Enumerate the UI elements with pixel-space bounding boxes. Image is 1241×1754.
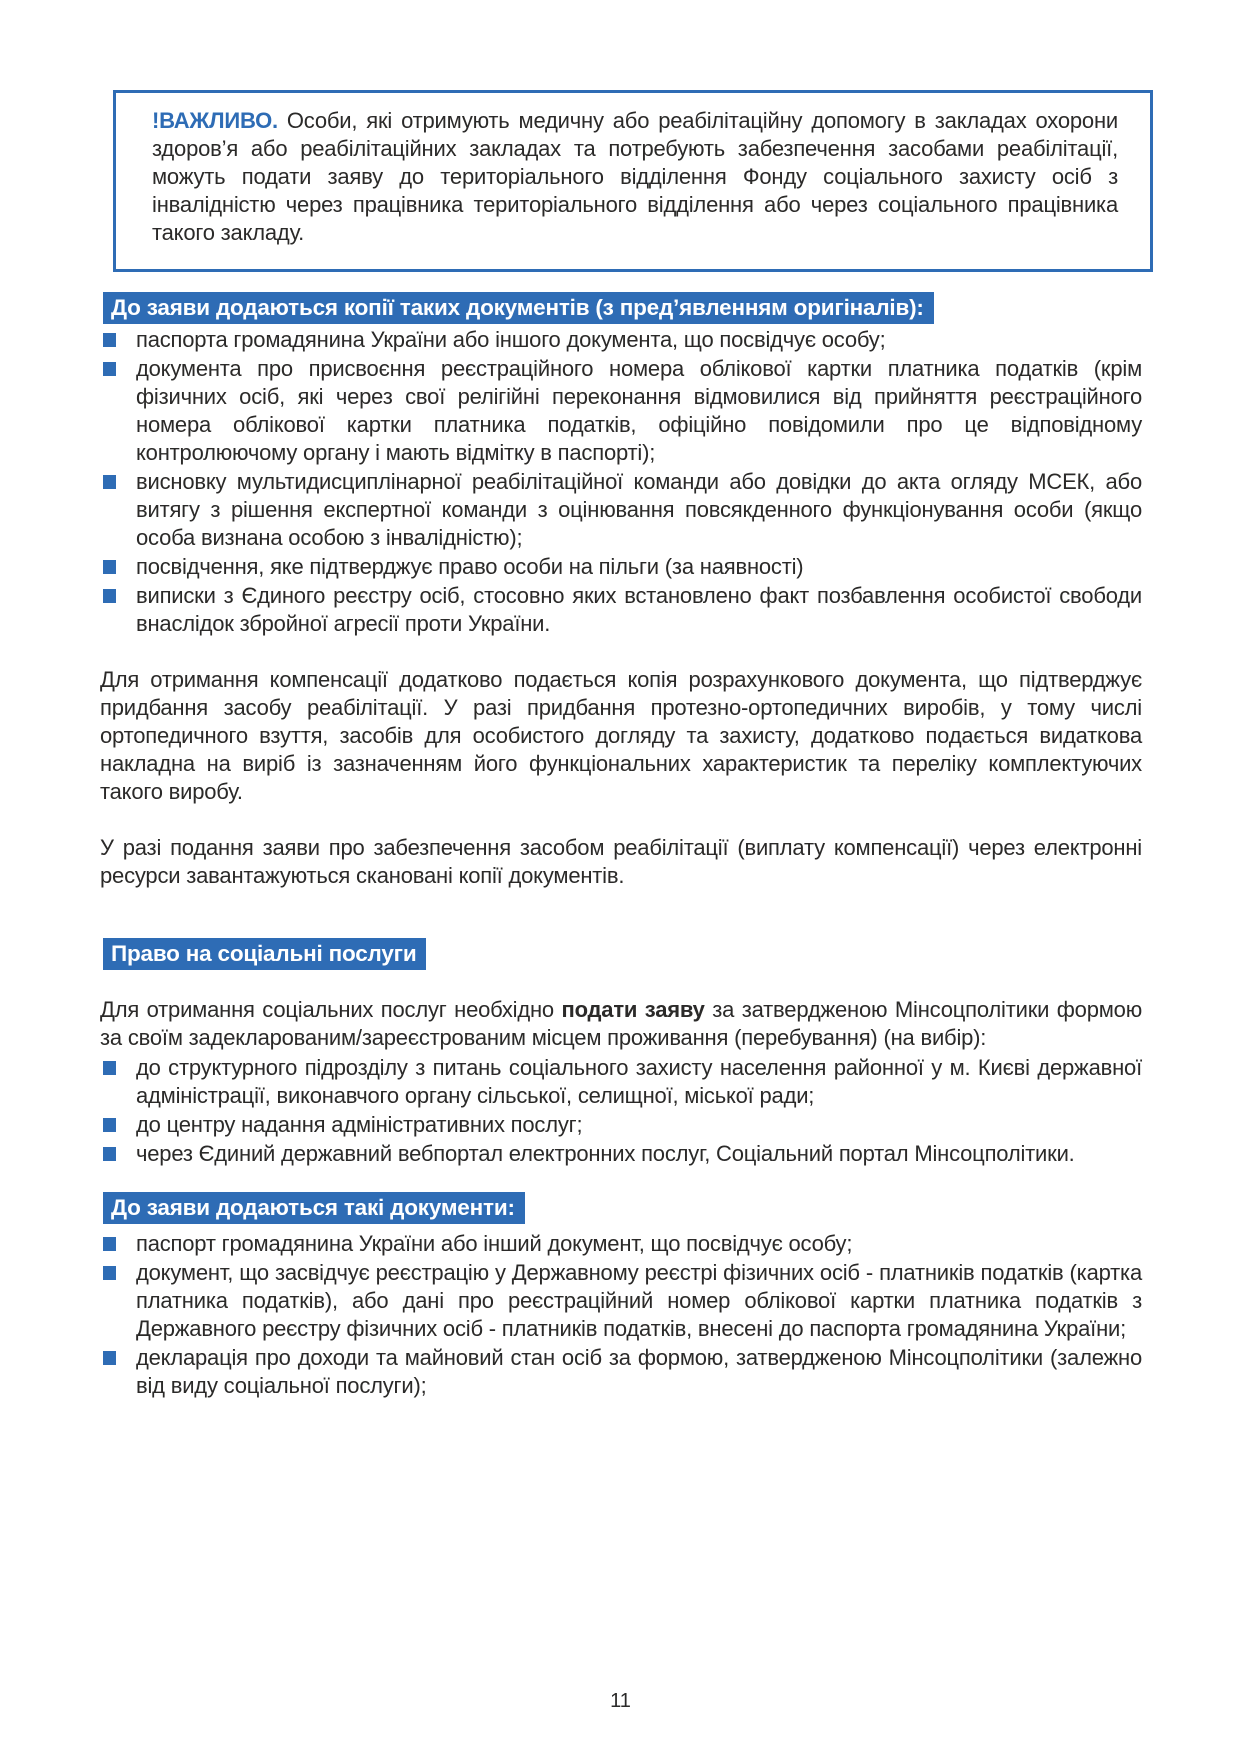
intro-prefix: Для отримання соціальних послуг необхідно	[100, 997, 562, 1022]
list-item-text: до центру надання адміністративних послуг;	[136, 1112, 583, 1137]
copies-bullet-list	[100, 326, 1142, 638]
list-item	[100, 1259, 1142, 1343]
list-item-text: висновку мультидисциплінарної реабілітаційної команди або довідки до акта огляду МСЕК, або витягу з рішення експертної команди з оцінювання повсякденного функціонування особи (якщо особа визнана особою з інвалідністю);	[136, 469, 1142, 550]
list-item-text: документ, що засвідчує реєстрацію у Державному реєстрі фізичних осіб - платників податків (картка платника податків), або дані про реєстраційний номер облікової картки платника податків з Державного реєстру фізичних осіб - платників податків, внесені до паспорта громадянина України;	[136, 1260, 1142, 1341]
list-item	[100, 582, 1142, 638]
bullet-square-icon	[103, 362, 116, 376]
bullet-square-icon	[103, 1351, 116, 1365]
section-docs-heading-wrap	[100, 1192, 1142, 1224]
section-copies-heading: До заяви додаються копії таких документів (з пред’явленням оригіналів):	[103, 292, 934, 324]
list-item	[100, 326, 1142, 354]
section-social-heading: Право на соціальні послуги	[103, 938, 426, 970]
compensation-paragraph: Для отримання компенсації додатково подається копія розрахункового документа, що підтверджує придбання засобу реабілітації. У разі придбання протезно-ортопедичних виробів, у тому числі ортопедичного взуття, засобів для особистого догляду та захисту, додатково подається видаткова накладна на виріб із зазначенням його функціональних характеристик та переліку комплектуючих такого виробу.	[100, 667, 1142, 804]
bullet-square-icon	[103, 589, 116, 603]
list-item-text: посвідчення, яке підтверджує право особи на пільги (за наявності)	[136, 554, 804, 579]
document-page	[100, 0, 1142, 1754]
list-item	[100, 1054, 1142, 1110]
bullet-square-icon	[103, 560, 116, 574]
list-item	[100, 1230, 1142, 1258]
list-item	[100, 553, 1142, 581]
list-item-text: документа про присвоєння реєстраційного номера облікової картки платника податків (крім фізичних осіб, які через свої релігійні переконання відмовилися від прийняття реєстраційного номера облікової картки платника податків, офіційно повідомили про це відповідному контролюючому органу і мають відмітку в паспорті);	[136, 356, 1142, 465]
bullet-square-icon	[103, 1147, 116, 1161]
list-item-text: декларація про доходи та майновий стан осіб за формою, затвердженою Мінсоцполітики (залежно від виду соціальної послуги);	[136, 1345, 1142, 1398]
list-item	[100, 1344, 1142, 1400]
section-docs-heading: До заяви додаються такі документи:	[103, 1192, 525, 1224]
social-services-intro-paragraph	[100, 996, 1142, 1052]
list-item	[100, 468, 1142, 552]
page-number: 11	[610, 1690, 631, 1712]
list-item	[100, 355, 1142, 467]
intro-bold-phrase: подати заяву	[561, 997, 705, 1022]
intro-suffix: за затвердженою Мінсоцполітики формою за своїм задекларованим/зареєстрованим місцем проживання (перебування) (на вибір):	[100, 997, 1142, 1050]
social-bullet-list	[100, 1054, 1142, 1168]
list-item-text: паспорт громадянина України або інший документ, що посвідчує особу;	[136, 1231, 853, 1256]
list-item-text: через Єдиний державний вебпортал електронних послуг, Соціальний портал Мінсоцполітики.	[136, 1141, 1075, 1166]
bullet-square-icon	[103, 475, 116, 489]
list-item	[100, 1111, 1142, 1139]
bullet-square-icon	[103, 333, 116, 347]
section-social-heading-wrap	[100, 938, 1142, 970]
bullet-square-icon	[103, 1266, 116, 1280]
docs-bullet-list	[100, 1230, 1142, 1400]
list-item	[100, 1140, 1142, 1168]
bullet-square-icon	[103, 1237, 116, 1251]
list-item-text: виписки з Єдиного реєстру осіб, стосовно яких встановлено факт позбавлення особистої свободи внаслідок збройної агресії проти України.	[136, 583, 1142, 636]
important-label: !ВАЖЛИВО.	[152, 108, 278, 133]
bullet-square-icon	[103, 1118, 116, 1132]
section-copies-heading-wrap	[100, 292, 1142, 324]
bullet-square-icon	[103, 1061, 116, 1075]
electronic-submission-paragraph: У разі подання заяви про забезпечення засобом реабілітації (виплату компенсації) через електронні ресурси завантажуються скановані копії документів.	[100, 835, 1142, 888]
important-notice-box	[113, 90, 1153, 272]
important-text: Особи, які отримують медичну або реабілітаційну допомогу в закладах охорони здоров’я або реабілітаційних закладах та потребують забезпечення засобами реабілітації, можуть подати заяву до територіального відділення Фонду соціального захисту осіб з інвалідністю через працівника територіального відділення або через соціального працівника такого закладу.	[152, 108, 1118, 245]
list-item-text: паспорта громадянина України або іншого документа, що посвідчує особу;	[136, 327, 886, 352]
list-item-text: до структурного підрозділу з питань соціального захисту населення районної у м. Києві державної адміністрації, виконавчого органу сільської, селищної, міської ради;	[136, 1055, 1142, 1108]
